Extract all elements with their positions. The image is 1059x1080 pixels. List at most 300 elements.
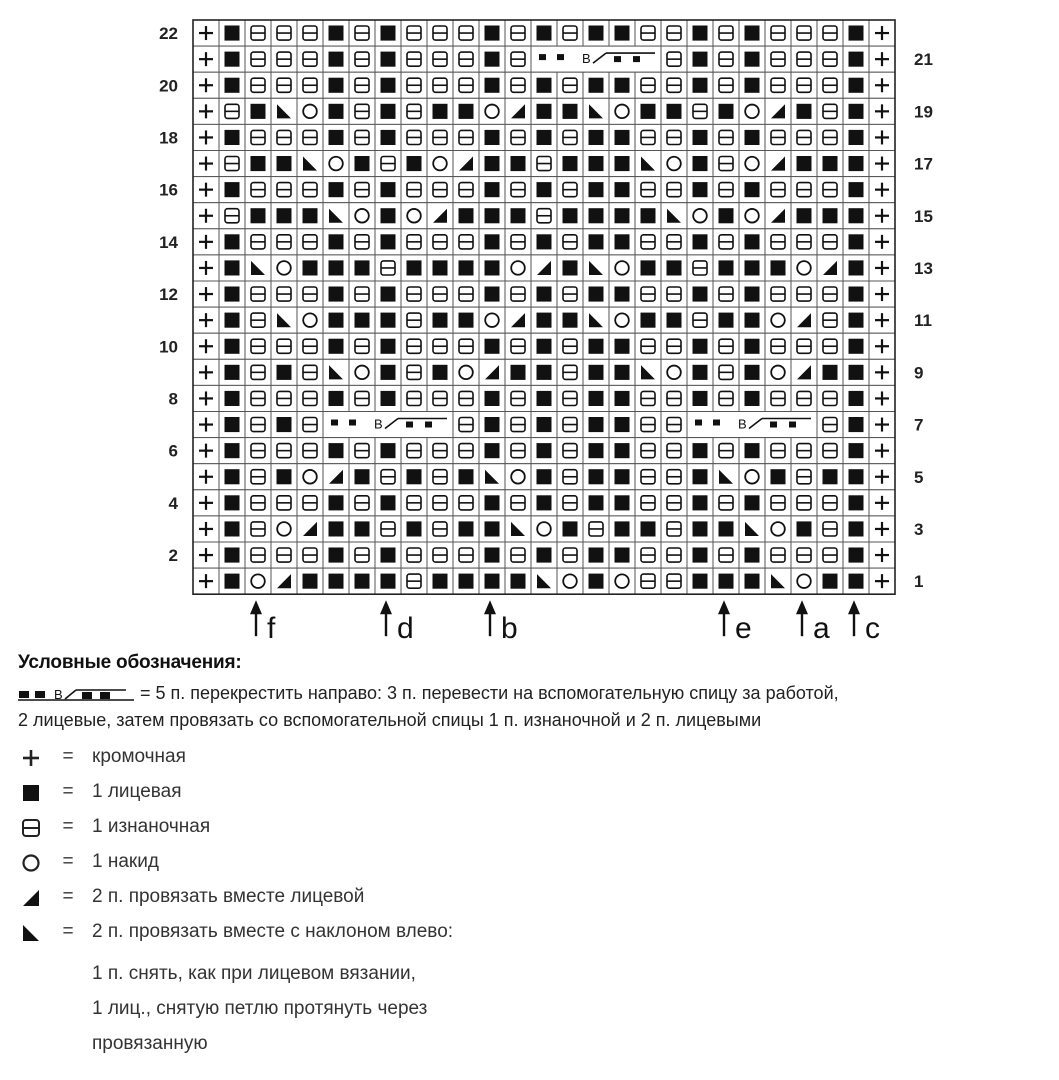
- purl-square-cell: [817, 229, 843, 255]
- k2tog-cell: [791, 307, 817, 333]
- purl-square-cell: [505, 72, 531, 98]
- purl-square-cell: [661, 490, 687, 516]
- purl-square-cell: [427, 464, 453, 490]
- knit-square-cell: [531, 333, 557, 359]
- ssk-cell: [661, 203, 687, 229]
- ssk-cell: [245, 255, 271, 281]
- ssk-cell: [583, 98, 609, 124]
- column-arrow-a: [796, 600, 830, 645]
- knit-square-cell: [843, 229, 869, 255]
- purl-square-cell: [557, 542, 583, 568]
- purl-square-cell: [427, 516, 453, 542]
- knit-square-cell: [609, 333, 635, 359]
- knit-square-cell: [739, 229, 765, 255]
- knit-square-cell: [583, 412, 609, 438]
- knit-square-cell: [583, 203, 609, 229]
- edge-stitch-cell: [869, 542, 895, 568]
- purl-square-cell: [505, 542, 531, 568]
- purl-square-cell: [713, 438, 739, 464]
- knit-square-cell: [739, 438, 765, 464]
- row-number-right: 17: [914, 154, 933, 174]
- yarn-over-cell: [739, 203, 765, 229]
- yarn-over-cell: [245, 568, 271, 594]
- purl-square-cell: [765, 229, 791, 255]
- k2tog-cell: [297, 516, 323, 542]
- knit-square-cell: [375, 438, 401, 464]
- purl-square-cell: [297, 385, 323, 411]
- knit-square-cell: [713, 98, 739, 124]
- knit-square-cell: [297, 203, 323, 229]
- row-number-left: 8: [168, 389, 178, 409]
- knit-square-cell: [609, 464, 635, 490]
- knit-square-cell: [531, 542, 557, 568]
- knit-square-cell: [687, 177, 713, 203]
- knit-square-cell: [531, 229, 557, 255]
- purl-square-cell: [297, 229, 323, 255]
- purl-square-cell: [661, 542, 687, 568]
- k2tog-cell: [427, 203, 453, 229]
- knit-square-cell: [375, 307, 401, 333]
- knit-square-cell: [843, 255, 869, 281]
- knit-square-cell: [583, 385, 609, 411]
- knit-square-cell: [687, 229, 713, 255]
- knit-square-cell: [739, 385, 765, 411]
- purl-square-cell: [401, 281, 427, 307]
- knit-square-cell: [635, 98, 661, 124]
- purl-square-cell: [219, 98, 245, 124]
- purl-square-cell: [817, 20, 843, 46]
- purl-square-cell: [453, 72, 479, 98]
- yarn-over-cell: [739, 98, 765, 124]
- legend-item-text: 2 п. провязать вместе лицевой: [92, 886, 365, 907]
- purl-square-cell: [349, 20, 375, 46]
- knit-square-cell: [635, 307, 661, 333]
- knit-square-cell: [687, 359, 713, 385]
- knit-square-cell: [609, 124, 635, 150]
- knit-square-cell: [219, 177, 245, 203]
- arrow-label: b: [501, 612, 518, 646]
- knit-square-cell: [323, 20, 349, 46]
- knit-square-cell: [843, 412, 869, 438]
- purl-square-cell: [635, 385, 661, 411]
- knit-square-cell: [817, 568, 843, 594]
- yarn-over-cell: [609, 255, 635, 281]
- column-arrow-f: [250, 600, 276, 645]
- edge-stitch-cell: [193, 516, 219, 542]
- knit-square-cell: [609, 20, 635, 46]
- knit-square-cell: [453, 568, 479, 594]
- purl-square-cell: [401, 307, 427, 333]
- knit-square-cell: [245, 203, 271, 229]
- knit-square-cell: [375, 229, 401, 255]
- knit-square-cell: [375, 385, 401, 411]
- edge-stitch-cell: [869, 490, 895, 516]
- yarn-over-cell: [323, 151, 349, 177]
- knit-square-cell: [375, 281, 401, 307]
- edge-stitch-cell: [869, 333, 895, 359]
- purl-square-cell: [453, 542, 479, 568]
- knit-square-cell: [843, 151, 869, 177]
- knit-square-cell: [323, 229, 349, 255]
- k2tog-cell: [817, 255, 843, 281]
- legend-item: [18, 816, 1048, 851]
- purl-square-cell: [791, 464, 817, 490]
- knit-square-cell: [843, 464, 869, 490]
- k2tog-cell: [765, 203, 791, 229]
- ssk-cell: [583, 307, 609, 333]
- knit-square-cell: [583, 490, 609, 516]
- knit-square-cell: [401, 464, 427, 490]
- knit-square-cell: [609, 72, 635, 98]
- knit-square-cell: [635, 203, 661, 229]
- knit-square-cell: [531, 464, 557, 490]
- purl-square-cell: [401, 438, 427, 464]
- knit-square-cell: [583, 568, 609, 594]
- knit-square-cell: [505, 151, 531, 177]
- purl-square-cell: [453, 438, 479, 464]
- row-number-right: 3: [914, 519, 924, 539]
- legend-continuation: [18, 956, 1048, 1061]
- purl-square-cell: [791, 72, 817, 98]
- arrow-label: a: [813, 612, 830, 646]
- edge-stitch-cell: [193, 307, 219, 333]
- purl-square-cell: [791, 490, 817, 516]
- knit-square-cell: [687, 542, 713, 568]
- purl-square-cell: [375, 516, 401, 542]
- purl-square-cell: [791, 438, 817, 464]
- knit-square-cell: [687, 385, 713, 411]
- knit-square-cell: [271, 151, 297, 177]
- knit-square-cell: [219, 333, 245, 359]
- knit-square-cell: [765, 255, 791, 281]
- knit-square-cell: [323, 307, 349, 333]
- arrow-label: c: [865, 612, 880, 646]
- purl-square-cell: [791, 281, 817, 307]
- purl-square-cell: [427, 490, 453, 516]
- purl-square-cell: [661, 177, 687, 203]
- purl-square-cell: [245, 516, 271, 542]
- knit-square-cell: [687, 151, 713, 177]
- knit-square-cell: [687, 46, 713, 72]
- purl-square-cell: [401, 568, 427, 594]
- knit-square-cell: [843, 177, 869, 203]
- purl-square-cell: [271, 124, 297, 150]
- purl-square-cell: [765, 438, 791, 464]
- ssk-cell: [635, 151, 661, 177]
- knit-square-cell: [843, 20, 869, 46]
- knit-square-cell: [219, 568, 245, 594]
- knit-square-cell: [713, 307, 739, 333]
- cable-text-1: = 5 п. перекрестить направо: 3 п. перевести на вспомогательную спицу за работой,: [140, 683, 839, 703]
- k2tog-cell: [453, 151, 479, 177]
- purl-square-cell: [427, 46, 453, 72]
- knit-square-cell: [479, 20, 505, 46]
- legend-continuation-line: 1 лиц., снятую петлю протянуть через: [92, 998, 428, 1019]
- knit-square-cell: [687, 333, 713, 359]
- knit-square-cell: [609, 359, 635, 385]
- purl-square-cell: [271, 490, 297, 516]
- purl-square-cell: [661, 229, 687, 255]
- knit-square-cell: [427, 255, 453, 281]
- purl-square-cell: [635, 412, 661, 438]
- purl-square-cell: [635, 229, 661, 255]
- knit-square-cell: [505, 359, 531, 385]
- knit-square-cell: [401, 516, 427, 542]
- edge-stitch-cell: [869, 229, 895, 255]
- knit-square-cell: [739, 177, 765, 203]
- purl-square-cell: [765, 20, 791, 46]
- edge-stitch-cell: [193, 281, 219, 307]
- row-number-right: 11: [914, 311, 932, 331]
- knit-square-cell: [687, 464, 713, 490]
- knit-square-cell: [557, 516, 583, 542]
- row-number-right: 15: [914, 206, 933, 226]
- purl-square-cell: [661, 385, 687, 411]
- edge-stitch-cell: [869, 177, 895, 203]
- knit-square-cell: [271, 359, 297, 385]
- edge-stitch-cell: [869, 412, 895, 438]
- knit-square-cell: [583, 151, 609, 177]
- knit-square-cell: [661, 307, 687, 333]
- knit-square-cell: [479, 255, 505, 281]
- purl-square-cell: [453, 412, 479, 438]
- yarn-over-cell: [791, 568, 817, 594]
- knit-square-cell: [219, 46, 245, 72]
- ssk-cell: [531, 568, 557, 594]
- purl-square-cell: [297, 490, 323, 516]
- purl-square-cell: [765, 542, 791, 568]
- row-number-right: 7: [914, 415, 924, 435]
- knit-square-cell: [375, 46, 401, 72]
- purl-square-cell: [505, 46, 531, 72]
- edge-stitch-cell: [869, 151, 895, 177]
- row-number-right: 21: [914, 50, 933, 70]
- purl-square-cell: [531, 203, 557, 229]
- knit-square-cell: [375, 124, 401, 150]
- purl-square-cell: [635, 177, 661, 203]
- purl-square-cell: [557, 20, 583, 46]
- purl-square-cell: [635, 568, 661, 594]
- purl-square-cell: [245, 177, 271, 203]
- purl-square-cell: [271, 46, 297, 72]
- knit-square-cell: [271, 412, 297, 438]
- edge-stitch-cell: [193, 464, 219, 490]
- purl-square-cell: [713, 151, 739, 177]
- purl-square-cell: [505, 385, 531, 411]
- legend-item: [18, 781, 1048, 816]
- knit-square-cell: [219, 124, 245, 150]
- purl-square-cell: [245, 229, 271, 255]
- purl-square-cell: [401, 72, 427, 98]
- knit-square-cell: [557, 255, 583, 281]
- purl-square-cell: [271, 542, 297, 568]
- purl-square-cell: [453, 124, 479, 150]
- knit-square-cell: [479, 385, 505, 411]
- purl-square-cell: [557, 229, 583, 255]
- purl-square-cell: [713, 46, 739, 72]
- knit-square-cell: [427, 307, 453, 333]
- purl-square-cell: [817, 333, 843, 359]
- purl-square-cell: [557, 124, 583, 150]
- purl-square-cell: [219, 203, 245, 229]
- knit-square-cell: [609, 438, 635, 464]
- ssk-cell: [271, 98, 297, 124]
- knit-square-cell: [323, 46, 349, 72]
- purl-square-cell: [531, 151, 557, 177]
- knit-square-cell: [739, 333, 765, 359]
- edge-stitch-cell: [193, 438, 219, 464]
- knit-square-cell: [531, 359, 557, 385]
- legend-equals: =: [62, 781, 74, 802]
- ssk-cell: [323, 203, 349, 229]
- knit-square-cell: [427, 98, 453, 124]
- knit-square-cell: [323, 516, 349, 542]
- purl-square-cell: [245, 412, 271, 438]
- legend-item: [18, 886, 1048, 921]
- yarn-over-cell: [765, 307, 791, 333]
- knit-square-cell: [739, 46, 765, 72]
- knit-square-cell: [739, 568, 765, 594]
- knit-square-cell: [219, 20, 245, 46]
- purl-square-cell: [713, 229, 739, 255]
- purl-square-cell: [557, 72, 583, 98]
- edge-stitch-cell: [869, 568, 895, 594]
- knit-square-cell: [375, 177, 401, 203]
- edge-stitch-cell: [869, 359, 895, 385]
- knit-square-cell: [479, 412, 505, 438]
- purl-square-cell: [245, 124, 271, 150]
- purl-square-cell: [687, 255, 713, 281]
- purl-square-cell: [635, 124, 661, 150]
- purl-square-cell: [817, 98, 843, 124]
- knit-square-cell: [557, 151, 583, 177]
- purl-square-cell: [713, 359, 739, 385]
- knit-square-cell: [531, 177, 557, 203]
- knit-square-cell: [843, 542, 869, 568]
- edge-stitch-cell: [193, 229, 219, 255]
- arrow-label: e: [735, 612, 752, 646]
- row-number-right: 9: [914, 363, 924, 383]
- knit-square-cell: [219, 307, 245, 333]
- column-arrows: [250, 600, 880, 645]
- knit-square-cell: [219, 516, 245, 542]
- purl-square-cell: [453, 46, 479, 72]
- knit-square-cell: [583, 177, 609, 203]
- purl-square-cell: [271, 438, 297, 464]
- knit-square-cell: [479, 333, 505, 359]
- legend-item-text: 2 п. провязать вместе с наклоном влево:: [92, 921, 454, 942]
- edge-stitch-cell: [869, 20, 895, 46]
- knit-square-cell: [843, 359, 869, 385]
- yarn-over-cell: [739, 151, 765, 177]
- knit-square-cell: [219, 490, 245, 516]
- knit-square-cell: [531, 281, 557, 307]
- arrow-label: d: [397, 612, 414, 646]
- edge-stitch-cell: [869, 98, 895, 124]
- legend-item-text: 1 лицевая: [92, 781, 182, 802]
- purl-square-cell: [817, 438, 843, 464]
- purl-square-cell: [713, 542, 739, 568]
- k2tog-cell: [765, 151, 791, 177]
- legend-item-text: кромочная: [92, 746, 186, 767]
- knit-square-cell: [791, 98, 817, 124]
- purl-square-cell: [713, 490, 739, 516]
- knit-square-cell: [323, 255, 349, 281]
- row-number-left: 18: [159, 128, 178, 148]
- knit-square-cell: [843, 307, 869, 333]
- knit-square-cell: [375, 359, 401, 385]
- arrow-label: f: [267, 612, 276, 646]
- knit-square-cell: [479, 568, 505, 594]
- purl-square-cell: [271, 20, 297, 46]
- purl-square-cell: [349, 385, 375, 411]
- purl-square-cell: [245, 542, 271, 568]
- purl-square-cell: [557, 412, 583, 438]
- purl-square-cell: [791, 333, 817, 359]
- k2tog-cell: [271, 568, 297, 594]
- purl-square-cell: [791, 124, 817, 150]
- knit-square-cell: [843, 72, 869, 98]
- purl-square-cell: [817, 72, 843, 98]
- knit-square-cell: [739, 20, 765, 46]
- purl-square-cell: [297, 359, 323, 385]
- purl-square-cell: [349, 333, 375, 359]
- knit-square-cell: [739, 281, 765, 307]
- yarn-over-cell: [687, 203, 713, 229]
- purl-square-cell: [661, 46, 687, 72]
- knit-square-cell: [219, 438, 245, 464]
- cable-5-cell: [687, 412, 817, 438]
- knit-square-cell: [375, 72, 401, 98]
- legend-title: Условные обозначения:: [18, 652, 242, 673]
- row-number-left: 6: [168, 441, 178, 461]
- knit-square-cell: [479, 124, 505, 150]
- cable-glyph: B: [54, 687, 63, 702]
- ssk-cell: [505, 516, 531, 542]
- purl-square-cell: [297, 20, 323, 46]
- knit-square-cell: [531, 124, 557, 150]
- legend-equals: =: [62, 921, 74, 942]
- purl-square-cell: [687, 98, 713, 124]
- purl-square-cell: [427, 333, 453, 359]
- purl-square-cell: [661, 72, 687, 98]
- knit-square-cell: [739, 490, 765, 516]
- knit-square-cell: [583, 359, 609, 385]
- purl-square-cell: [245, 20, 271, 46]
- edge-stitch-cell: [193, 412, 219, 438]
- knit-square-cell: [271, 464, 297, 490]
- knit-square-cell: [219, 412, 245, 438]
- knit-square-cell: [453, 255, 479, 281]
- knit-square-cell: [713, 516, 739, 542]
- knit-square-cell: [479, 438, 505, 464]
- purl-square-cell: [401, 229, 427, 255]
- knit-square-cell: [453, 307, 479, 333]
- knit-square-cell: [323, 177, 349, 203]
- yarn-over-cell: [661, 151, 687, 177]
- knit-square-cell: [687, 516, 713, 542]
- purl-square-cell: [349, 281, 375, 307]
- knit-square-cell: [245, 151, 271, 177]
- purl-square-cell: [817, 516, 843, 542]
- knit-square-cell: [427, 568, 453, 594]
- purl-square-cell: [765, 385, 791, 411]
- purl-square-cell: [349, 490, 375, 516]
- knit-square-cell: [661, 255, 687, 281]
- knit-square-cell: [375, 490, 401, 516]
- purl-square-cell: [297, 281, 323, 307]
- yarn-over-cell: [297, 98, 323, 124]
